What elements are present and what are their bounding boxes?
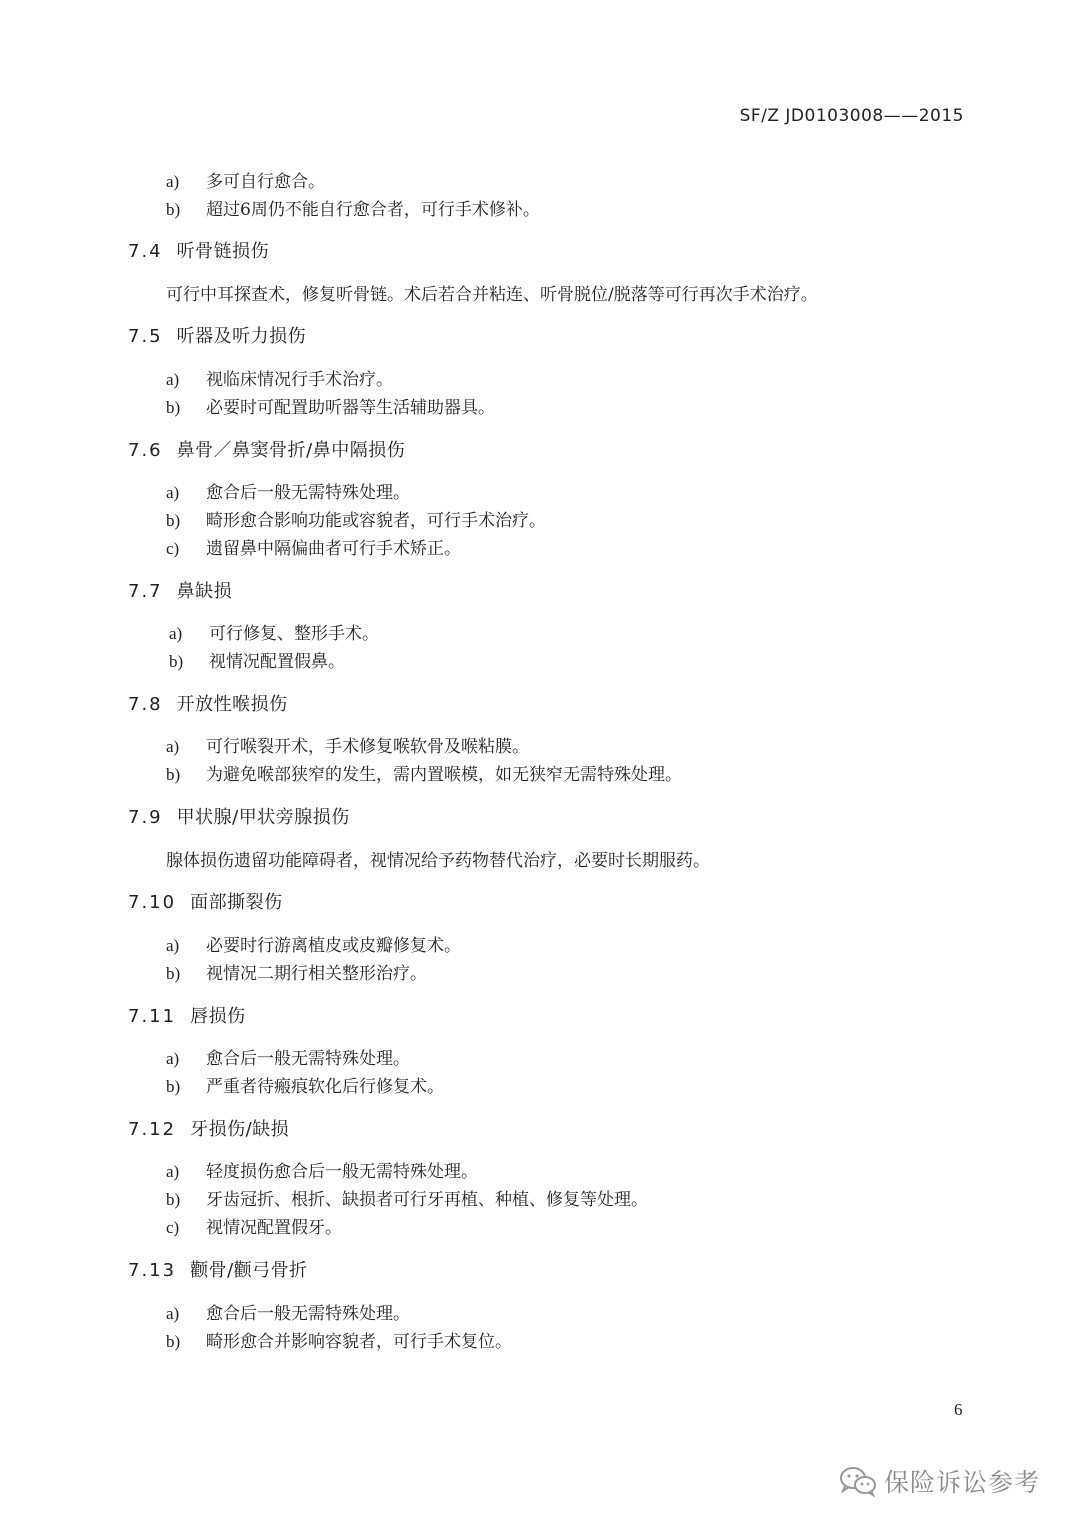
list-item [166,1216,342,1240]
section-heading [128,1259,308,1283]
item-marker: b) [166,1190,181,1209]
section-number: 7.5 [128,326,163,347]
item-marker: b) [169,652,184,671]
list-item [166,962,427,986]
item-text: 遗留鼻中隔偏曲者可行手术矫正。 [206,539,461,559]
section-title: 鼻骨／鼻窦骨折/鼻中隔损伤 [176,440,406,461]
section-heading [128,580,232,604]
section-title: 听骨链损伤 [176,241,270,262]
item-text: 严重者待瘢痕软化后行修复术。 [206,1077,444,1097]
list-item [166,1330,512,1354]
section-number: 7.11 [128,1006,177,1027]
item-text: 视情况配置假牙。 [206,1218,342,1238]
item-text: 畸形愈合并影响容貌者，可行手术复位。 [206,1332,512,1352]
item-text: 可行修复、整形手术。 [209,624,379,644]
section-title: 听器及听力损伤 [176,326,307,347]
item-marker: a) [166,1304,180,1323]
section-title: 颧骨/颧弓骨折 [190,1260,308,1281]
item-marker: a) [166,483,180,502]
item-marker: b) [166,200,181,219]
list-item [166,1047,410,1071]
list-item [166,170,325,194]
list-item [169,622,379,646]
section-title: 牙损伤/缺损 [190,1119,290,1140]
section-number: 7.13 [128,1260,177,1281]
section-number: 7.8 [128,694,163,715]
item-marker: a) [166,370,180,389]
wechat-icon [838,1465,878,1497]
watermark-text: 保险诉讼参考 [884,1468,1041,1497]
list-item [166,1302,410,1326]
section-title: 面部撕裂伤 [190,892,283,913]
section-number: 7.6 [128,440,163,461]
page-number: 6 [954,1400,963,1419]
standard-code: SF/Z JD0103008——2015 [739,106,964,126]
section-heading [128,1005,246,1029]
item-marker: a) [166,737,180,756]
list-item [166,368,393,392]
item-marker: a) [169,624,183,643]
item-marker: b) [166,1332,181,1351]
item-text: 必要时可配置助听器等生活辅助器具。 [206,398,495,418]
item-marker: a) [166,172,180,191]
section-number: 7.9 [128,807,163,828]
item-text: 可行喉裂开术，手术修复喉软骨及喉粘膜。 [206,737,529,757]
section-number: 7.7 [128,581,163,602]
item-text: 视临床情况行手术治疗。 [206,370,393,390]
watermark [838,1463,1040,1499]
item-text: 愈合后一般无需特殊处理。 [206,483,410,503]
section-heading [128,325,306,349]
list-item [166,396,495,420]
section-heading [128,891,283,915]
item-text: 为避免喉部狭窄的发生，需内置喉模，如无狭窄无需特殊处理。 [206,765,682,785]
list-item [166,481,410,505]
item-text: 视情况配置假鼻。 [209,652,345,672]
item-marker: b) [166,398,181,417]
item-text: 愈合后一般无需特殊处理。 [206,1304,410,1324]
list-item [166,1075,444,1099]
section-heading [128,693,288,717]
item-text: 愈合后一般无需特殊处理。 [206,1049,410,1069]
section-title: 甲状腺/甲状旁腺损伤 [176,807,350,828]
list-item [166,509,546,533]
item-text: 牙齿冠折、根折、缺损者可行牙再植、种植、修复等处理。 [206,1190,648,1210]
list-item [166,1160,478,1184]
item-text: 必要时行游离植皮或皮瓣修复术。 [206,936,461,956]
section-paragraph: 腺体损伤遗留功能障碍者，视情况给予药物替代治疗，必要时长期服药。 [166,851,710,871]
item-marker: a) [166,1162,180,1181]
list-item [166,934,461,958]
item-text: 超过6周仍不能自行愈合者，可行手术修补。 [206,200,540,220]
list-item [166,1188,648,1212]
item-text: 畸形愈合影响功能或容貌者，可行手术治疗。 [206,511,546,531]
section-title: 唇损伤 [190,1006,246,1027]
list-item [166,735,529,759]
section-heading [128,1118,289,1142]
section-heading [128,806,350,830]
item-marker: a) [166,1049,180,1068]
item-marker: b) [166,1077,181,1096]
section-heading [128,439,405,463]
section-heading [128,240,269,264]
item-marker: b) [166,511,181,530]
list-item [166,198,540,222]
item-marker: a) [166,936,180,955]
section-number: 7.4 [128,241,163,262]
section-title: 鼻缺损 [176,581,233,602]
item-marker: c) [166,539,180,558]
list-item [169,650,345,674]
item-text: 轻度损伤愈合后一般无需特殊处理。 [206,1162,478,1182]
section-paragraph: 可行中耳探查术，修复听骨链。术后若合并粘连、听骨脱位/脱落等可行再次手术治疗。 [166,285,818,305]
item-marker: b) [166,964,181,983]
section-number: 7.10 [128,892,177,913]
item-marker: c) [166,1218,180,1237]
item-text: 视情况二期行相关整形治疗。 [206,964,427,984]
section-title: 开放性喉损伤 [176,694,288,715]
section-number: 7.12 [128,1119,177,1140]
item-text: 多可自行愈合。 [206,172,325,192]
list-item [166,763,682,787]
list-item [166,537,461,561]
item-marker: b) [166,765,181,784]
